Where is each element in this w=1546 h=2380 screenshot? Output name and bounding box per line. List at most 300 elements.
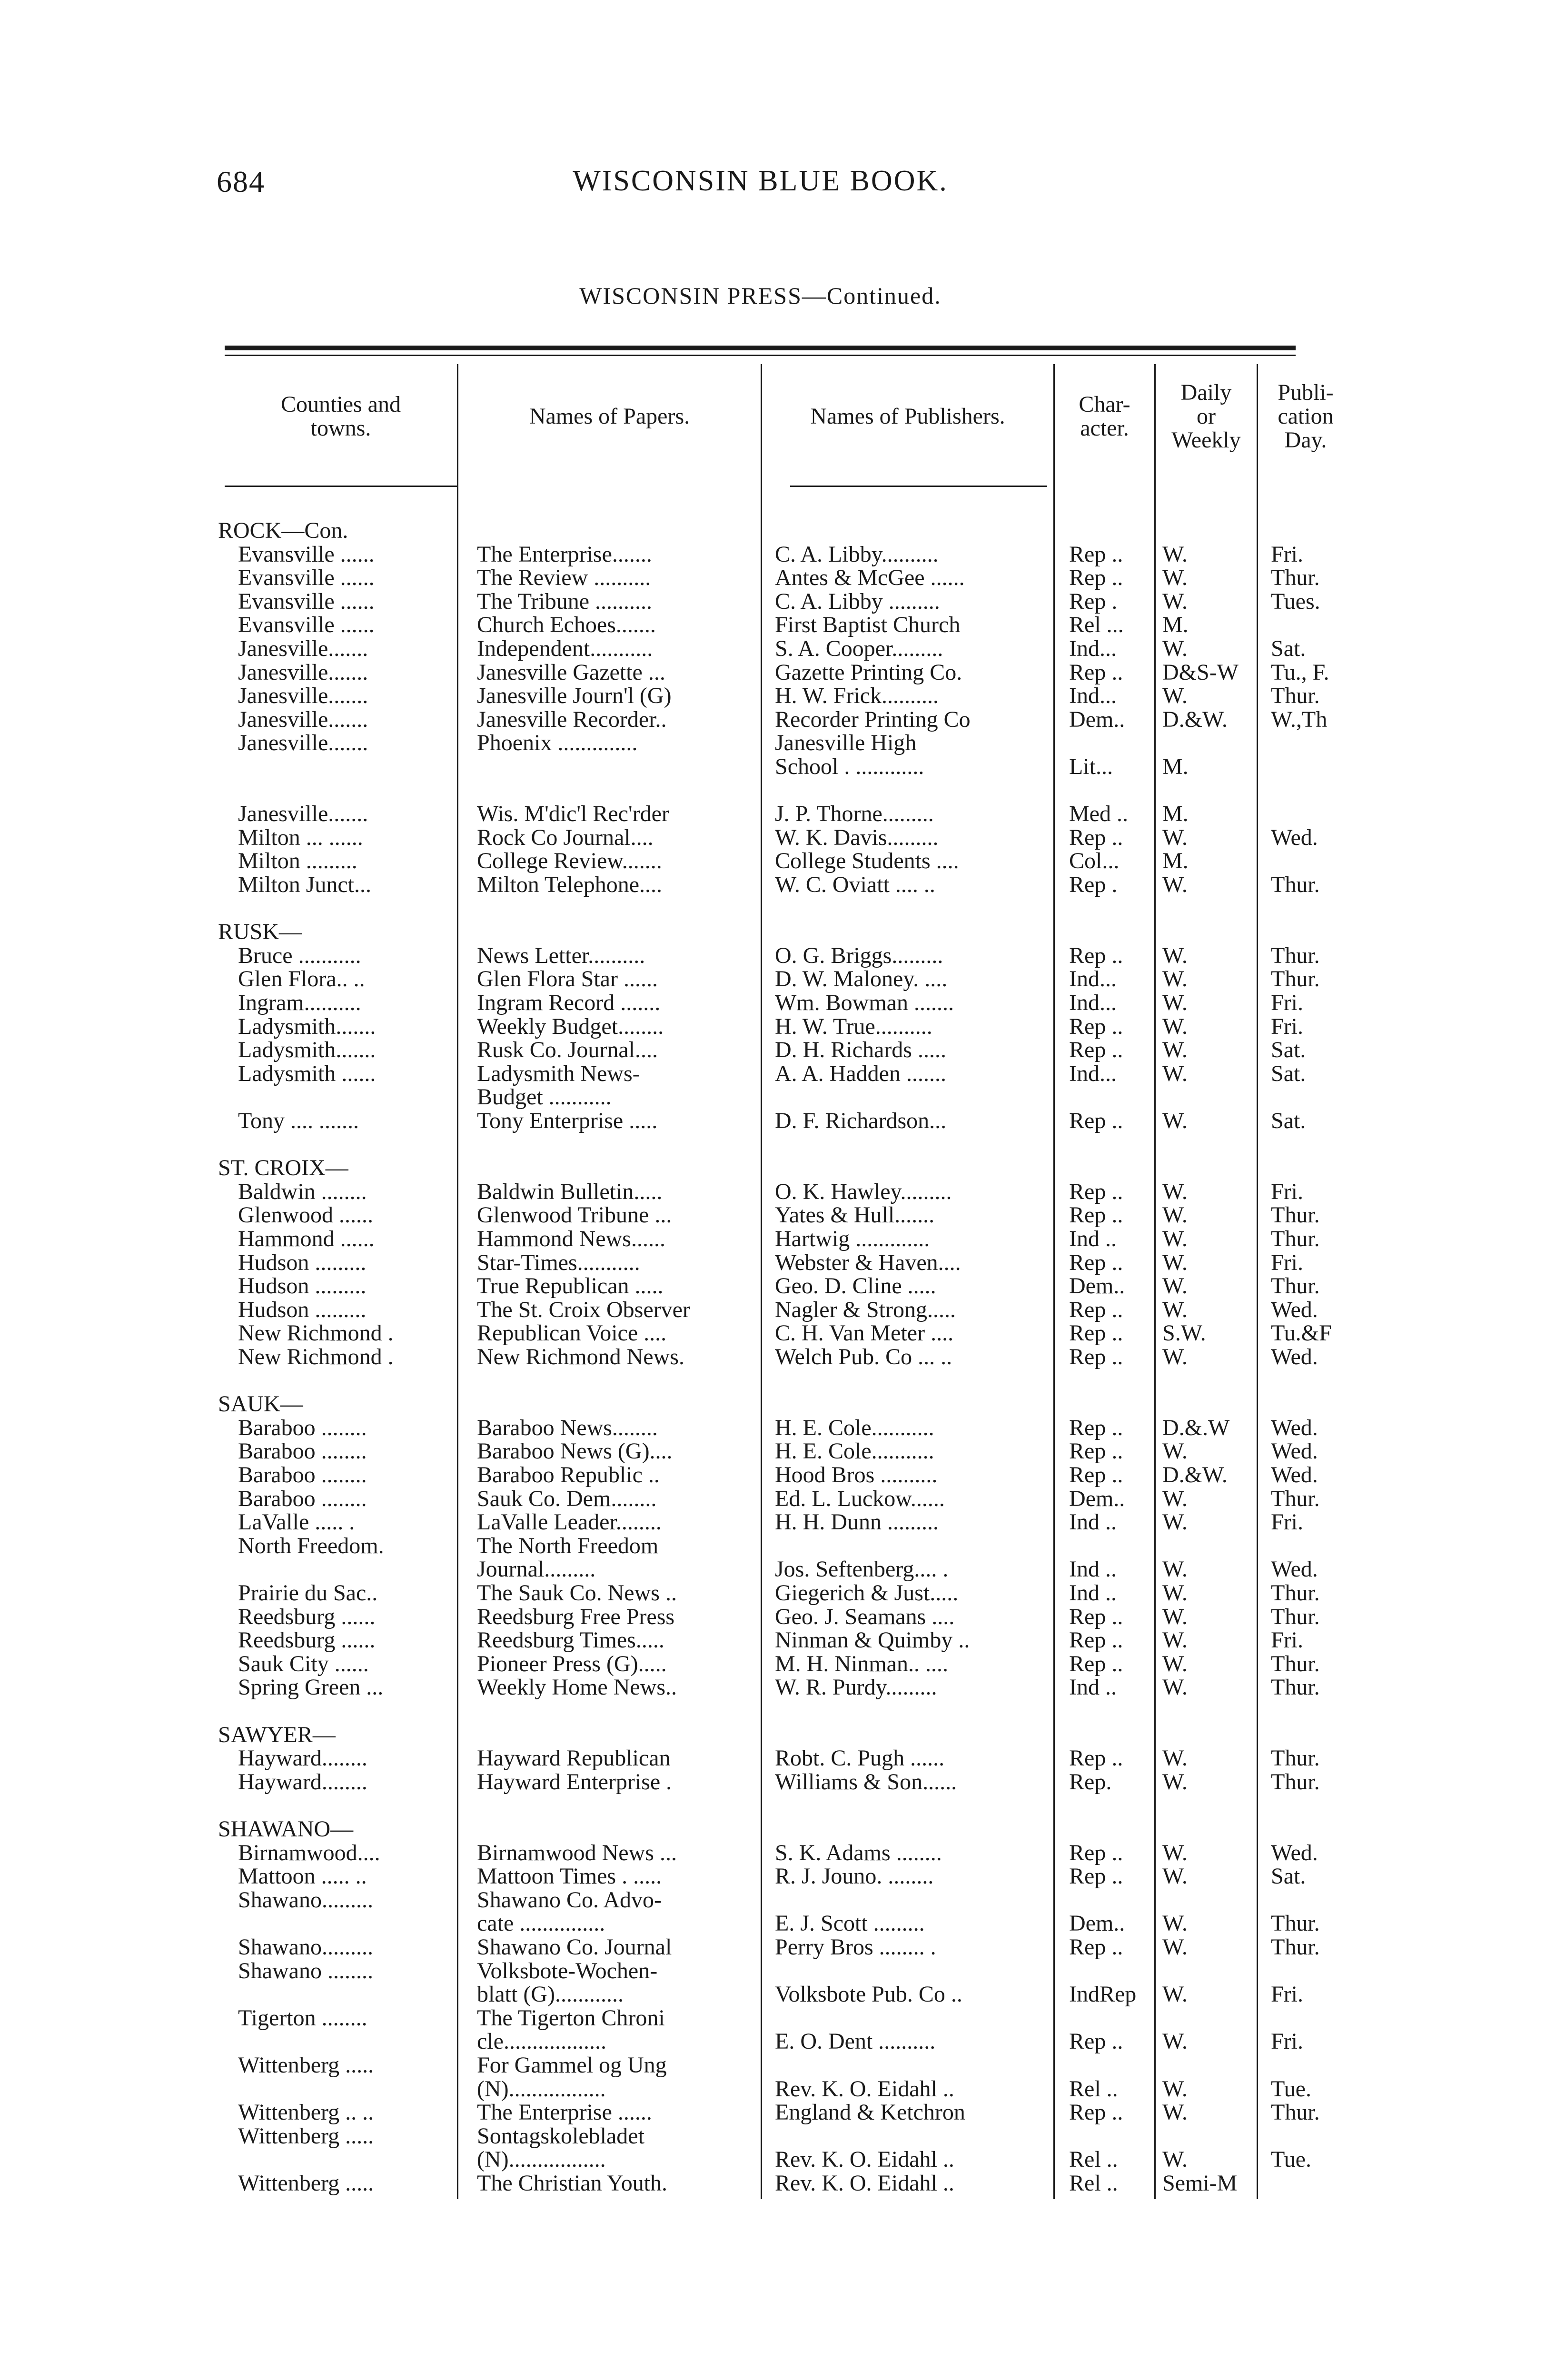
character-cell: Rep ..	[1069, 1250, 1123, 1275]
day-cell: Thur.	[1271, 683, 1320, 709]
town-cell: RUSK—	[218, 919, 302, 945]
publisher-cell: Rev. K. O. Eidahl ..	[775, 2171, 954, 2196]
frequency-cell: W.	[1162, 1226, 1188, 1251]
day-cell: Thur.	[1271, 1226, 1320, 1251]
publisher-cell: H. E. Cole...........	[775, 1438, 934, 1464]
table-row	[0, 1085, 1546, 1109]
publisher-cell: Geo. D. Cline .....	[775, 1273, 936, 1299]
table-row	[0, 1864, 1546, 1888]
paper-cell: The North Freedom	[477, 1533, 659, 1558]
table-row	[0, 684, 1546, 708]
frequency-cell: W.	[1162, 1745, 1188, 1771]
table-row	[0, 1581, 1546, 1605]
town-cell: Evansville ......	[238, 612, 375, 638]
table-row	[0, 1180, 1546, 1204]
town-cell: Tigerton ........	[238, 2005, 367, 2031]
paper-cell: Weekly Home News..	[477, 1675, 677, 1700]
character-cell: Ind ..	[1069, 1675, 1117, 1700]
frequency-cell: W.	[1162, 1273, 1188, 1299]
frequency-cell: W.	[1162, 636, 1188, 661]
paper-cell: Rusk Co. Journal....	[477, 1037, 658, 1063]
town-cell: Hayward........	[238, 1769, 367, 1795]
table-row	[0, 1416, 1546, 1440]
town-cell: Evansville ......	[238, 588, 375, 614]
day-cell: Fri.	[1271, 1627, 1304, 1653]
character-cell: Rel ..	[1069, 2076, 1118, 2102]
frequency-cell: S.W.	[1162, 1320, 1206, 1346]
character-cell: Rep ..	[1069, 1462, 1123, 1488]
day-cell: Thur.	[1271, 1745, 1320, 1771]
character-cell: Rep ..	[1069, 1745, 1123, 1771]
paper-cell: Weekly Budget........	[477, 1013, 664, 1039]
paper-cell: The Tigerton Chroni	[477, 2005, 665, 2031]
frequency-cell: W.	[1162, 1438, 1188, 1464]
publisher-cell: Perry Bros ........ .	[775, 1934, 936, 1960]
table-row	[0, 1770, 1546, 1794]
table-row	[0, 849, 1546, 873]
day-cell: Thur.	[1271, 2100, 1320, 2125]
town-cell: Milton Junct...	[238, 872, 372, 897]
character-cell: Rep ..	[1069, 565, 1123, 591]
paper-cell: The Enterprise.......	[477, 541, 652, 567]
character-cell: Ind...	[1069, 636, 1117, 661]
character-cell: Dem..	[1069, 1486, 1125, 1511]
publisher-cell: O. G. Briggs.........	[775, 942, 943, 968]
day-cell: Thur.	[1271, 1651, 1320, 1676]
book-title: WISCONSIN BLUE BOOK.	[573, 165, 948, 197]
publisher-cell: Williams & Son......	[775, 1769, 957, 1795]
day-cell: Tue.	[1271, 2076, 1311, 2102]
paper-cell: The Review ..........	[477, 565, 651, 591]
header-underline	[225, 486, 457, 487]
frequency-cell: M.	[1162, 848, 1189, 874]
paper-cell: Birnamwood News ...	[477, 1840, 677, 1865]
frequency-cell: W.	[1162, 1557, 1188, 1582]
paper-cell: Ladysmith News-	[477, 1061, 640, 1086]
character-cell: Rep ..	[1069, 541, 1123, 567]
table-row	[0, 1510, 1546, 1534]
character-cell: Rep.	[1069, 1769, 1112, 1795]
frequency-cell: W.	[1162, 1486, 1188, 1511]
town-cell: Mattoon ..... ..	[238, 1864, 367, 1889]
day-cell: Thur.	[1271, 1273, 1320, 1299]
paper-cell: Baraboo Republic ..	[477, 1462, 660, 1488]
town-cell: Tony .... .......	[238, 1108, 359, 1133]
frequency-cell: W.	[1162, 1037, 1188, 1063]
day-cell: Fri.	[1271, 1509, 1304, 1535]
day-cell: Fri.	[1271, 541, 1304, 567]
day-cell: Wed.	[1271, 1557, 1318, 1582]
character-cell: Rel ...	[1069, 612, 1124, 638]
table-row	[0, 2077, 1546, 2101]
character-cell: Rep ..	[1069, 659, 1123, 685]
running-head	[217, 164, 1304, 202]
character-cell: Lit...	[1069, 754, 1113, 779]
publisher-cell: C. A. Libby .........	[775, 588, 940, 614]
publisher-cell: H. H. Dunn .........	[775, 1509, 939, 1535]
column-header-frequency: Daily or Weekly	[1171, 380, 1241, 453]
publisher-cell: Nagler & Strong.....	[775, 1297, 956, 1322]
paper-cell: Reedsburg Times.....	[477, 1627, 664, 1653]
frequency-cell: W.	[1162, 1840, 1188, 1865]
frequency-cell: W.	[1162, 1061, 1188, 1086]
publisher-cell: Volksbote Pub. Co ..	[775, 1982, 962, 2007]
column-header-character: Char- acter.	[1079, 392, 1130, 441]
table-row	[0, 1959, 1546, 1983]
table-row	[0, 1463, 1546, 1487]
header-rule-thin	[225, 355, 1296, 356]
paper-cell: College Review.......	[477, 848, 662, 874]
paper-cell: New Richmond News.	[477, 1344, 684, 1369]
publisher-cell: Ed. L. Luckow......	[775, 1486, 945, 1511]
column-header-towns: Counties and towns.	[281, 392, 401, 441]
character-cell: Rep ..	[1069, 1438, 1123, 1464]
character-cell: Med ..	[1069, 801, 1128, 827]
frequency-cell: W.	[1162, 1108, 1188, 1133]
table-row	[0, 802, 1546, 826]
town-cell: Bruce ...........	[238, 942, 361, 968]
frequency-cell: W.	[1162, 1013, 1188, 1039]
table-row	[0, 1557, 1546, 1581]
publisher-cell: First Baptist Church	[775, 612, 961, 638]
frequency-cell: D&S-W	[1162, 659, 1239, 685]
town-cell: Glenwood ......	[238, 1202, 373, 1228]
town-cell: Hudson .........	[238, 1250, 367, 1275]
publisher-cell: C. A. Libby..........	[775, 541, 939, 567]
publisher-cell: Jos. Seftenberg.... .	[775, 1557, 949, 1582]
paper-cell: Pioneer Press (G).....	[477, 1651, 667, 1676]
character-cell: Ind ..	[1069, 1580, 1117, 1606]
paper-cell: Wis. M'dic'l Rec'rder	[477, 801, 669, 827]
publisher-cell: D. F. Richardson...	[775, 1108, 947, 1133]
table-row	[0, 1912, 1546, 1935]
publisher-cell: Wm. Bowman .......	[775, 990, 954, 1015]
table-row	[0, 1109, 1546, 1133]
table-row	[0, 1274, 1546, 1298]
town-cell: LaValle ..... .	[238, 1509, 355, 1535]
town-cell: Hammond ......	[238, 1226, 375, 1251]
paper-cell: Glen Flora Star ......	[477, 966, 658, 992]
table-row	[0, 1676, 1546, 1699]
day-cell: Thur.	[1271, 1675, 1320, 1700]
character-cell: Dem..	[1069, 706, 1125, 732]
day-cell: Wed.	[1271, 1462, 1318, 1488]
frequency-cell: W.	[1162, 990, 1188, 1015]
table-row	[0, 1345, 1546, 1369]
day-cell: Thur.	[1271, 1911, 1320, 1936]
town-cell: Shawano.........	[238, 1934, 373, 1960]
table-row	[0, 731, 1546, 755]
day-cell: Tu.&F	[1271, 1320, 1332, 1346]
day-cell: Fri.	[1271, 1013, 1304, 1039]
town-cell: New Richmond .	[238, 1320, 394, 1346]
character-cell: Ind...	[1069, 990, 1117, 1015]
character-cell: Rep ..	[1069, 1864, 1123, 1889]
county-heading	[0, 1723, 1546, 1747]
paper-cell: blatt (G)............	[477, 1982, 624, 2007]
frequency-cell: W.	[1162, 1627, 1188, 1653]
publisher-cell: W. C. Oviatt .... ..	[775, 872, 935, 897]
paper-cell: LaValle Leader........	[477, 1509, 662, 1535]
frequency-cell: W.	[1162, 1864, 1188, 1889]
paper-cell: The Enterprise ......	[477, 2100, 652, 2125]
town-cell: Sauk City ......	[238, 1651, 369, 1676]
town-cell: Baraboo ........	[238, 1486, 367, 1511]
day-cell: Fri.	[1271, 1250, 1304, 1275]
paper-cell: Janesville Recorder..	[477, 706, 667, 732]
town-cell: North Freedom.	[238, 1533, 384, 1558]
frequency-cell: W.	[1162, 1675, 1188, 1700]
town-cell: SAWYER—	[218, 1722, 336, 1747]
day-cell: Wed.	[1271, 1415, 1318, 1440]
publisher-cell: Antes & McGee ......	[775, 565, 965, 591]
day-cell: Tues.	[1271, 588, 1320, 614]
publisher-cell: C. H. Van Meter ....	[775, 1320, 954, 1346]
table-row	[0, 2124, 1546, 2148]
town-cell: Reedsburg ......	[238, 1627, 376, 1653]
day-cell: Wed.	[1271, 1438, 1318, 1464]
character-cell: Rep ..	[1069, 1320, 1123, 1346]
character-cell: Rep ..	[1069, 1037, 1123, 1063]
paper-cell: Baraboo News........	[477, 1415, 658, 1440]
town-cell: Ingram..........	[238, 990, 361, 1015]
table-row	[0, 1251, 1546, 1275]
column-header-publishers: Names of Publishers.	[810, 404, 1005, 429]
paper-cell: Baldwin Bulletin.....	[477, 1179, 663, 1204]
town-cell: Reedsburg ......	[238, 1604, 376, 1629]
character-cell: Dem..	[1069, 1911, 1125, 1936]
table-row	[0, 1628, 1546, 1652]
town-cell: SAUK—	[218, 1391, 303, 1417]
table-row	[0, 1227, 1546, 1251]
table-row	[0, 991, 1546, 1015]
county-heading	[0, 1392, 1546, 1416]
table-row	[0, 1321, 1546, 1345]
frequency-cell: M.	[1162, 801, 1189, 827]
table-row	[0, 2101, 1546, 2124]
town-cell: Spring Green ...	[238, 1675, 384, 1700]
table-row	[0, 590, 1546, 614]
publisher-cell: College Students ....	[775, 848, 959, 874]
frequency-cell: W.	[1162, 683, 1188, 709]
town-cell: Baraboo ........	[238, 1462, 367, 1488]
publisher-cell: H. E. Cole...........	[775, 1415, 934, 1440]
paper-cell: The Tribune ..........	[477, 588, 653, 614]
paper-cell: Mattoon Times . .....	[477, 1864, 662, 1889]
table-row	[0, 826, 1546, 850]
town-cell: Milton ... ......	[238, 824, 363, 850]
day-cell: Tu., F.	[1271, 659, 1329, 685]
character-cell: IndRep	[1069, 1982, 1137, 2007]
frequency-cell: W.	[1162, 2029, 1188, 2054]
town-cell: Wittenberg .. ..	[238, 2100, 374, 2125]
frequency-cell: W.	[1162, 1297, 1188, 1322]
town-cell: Janesville.......	[238, 801, 368, 827]
character-cell: Ind...	[1069, 1061, 1117, 1086]
table-row	[0, 944, 1546, 968]
character-cell: Rep ..	[1069, 2029, 1123, 2054]
publisher-cell: Recorder Printing Co	[775, 706, 971, 732]
day-cell: Fri.	[1271, 1179, 1304, 1204]
town-cell: Janesville.......	[238, 706, 368, 732]
frequency-cell: W.	[1162, 541, 1188, 567]
paper-cell: Milton Telephone....	[477, 872, 663, 897]
town-cell: Janesville.......	[238, 659, 368, 685]
publisher-cell: E. O. Dent ..........	[775, 2029, 936, 2054]
table-row	[0, 2030, 1546, 2053]
publisher-cell: J. P. Thorne.........	[775, 801, 934, 827]
publisher-cell: England & Ketchron	[775, 2100, 965, 2125]
frequency-cell: W.	[1162, 1202, 1188, 1228]
character-cell: Ind...	[1069, 966, 1117, 992]
frequency-cell: W.	[1162, 824, 1188, 850]
character-cell: Rep ..	[1069, 1934, 1123, 1960]
paper-cell: Budget ...........	[477, 1084, 612, 1110]
day-cell: Thur.	[1271, 1934, 1320, 1960]
day-cell: Tue.	[1271, 2147, 1311, 2172]
character-cell: Ind...	[1069, 683, 1117, 709]
town-cell: Baraboo ........	[238, 1415, 367, 1440]
frequency-cell: W.	[1162, 1250, 1188, 1275]
paper-cell: cle..................	[477, 2029, 606, 2054]
table-row	[0, 967, 1546, 991]
frequency-cell: W.	[1162, 1509, 1188, 1535]
paper-cell: Glenwood Tribune ...	[477, 1202, 672, 1228]
paper-cell: Hammond News......	[477, 1226, 665, 1251]
table-row	[0, 1652, 1546, 1676]
character-cell: Rep ..	[1069, 1344, 1123, 1369]
day-cell: Sat.	[1271, 1037, 1306, 1063]
row-spacer	[0, 1699, 1546, 1723]
table-row	[0, 2148, 1546, 2172]
day-cell: Fri.	[1271, 2029, 1304, 2054]
publisher-cell: Webster & Haven....	[775, 1250, 961, 1275]
table-row	[0, 873, 1546, 897]
character-cell: Rep ..	[1069, 1627, 1123, 1653]
publisher-cell: S. A. Cooper.........	[775, 636, 943, 661]
frequency-cell: W.	[1162, 1179, 1188, 1204]
paper-cell: Shawano Co. Journal	[477, 1934, 672, 1960]
county-heading	[0, 1156, 1546, 1180]
character-cell: Rep ..	[1069, 1840, 1123, 1865]
frequency-cell: W.	[1162, 1651, 1188, 1676]
publisher-cell: Hartwig .............	[775, 1226, 930, 1251]
paper-cell: Republican Voice ....	[477, 1320, 667, 1346]
town-cell: ROCK—Con.	[218, 518, 348, 543]
paper-cell: Reedsburg Free Press	[477, 1604, 675, 1629]
character-cell: Rep ..	[1069, 1415, 1123, 1440]
publisher-cell: Hood Bros ..........	[775, 1462, 938, 1488]
row-spacer	[0, 1133, 1546, 1157]
frequency-cell: W.	[1162, 872, 1188, 897]
town-cell: Evansville ......	[238, 565, 375, 591]
character-cell: Rep ..	[1069, 2100, 1123, 2125]
frequency-cell: W.	[1162, 2100, 1188, 2125]
publisher-cell: W. R. Purdy.........	[775, 1675, 937, 1700]
day-cell: Wed.	[1271, 1297, 1318, 1322]
paper-cell: Star-Times...........	[477, 1250, 640, 1275]
character-cell: Rep ..	[1069, 1013, 1123, 1039]
day-cell: Sat.	[1271, 636, 1306, 661]
town-cell: Baldwin ........	[238, 1179, 367, 1204]
day-cell: Thur.	[1271, 1769, 1320, 1795]
table-row	[0, 1038, 1546, 1062]
paper-cell: True Republican .....	[477, 1273, 664, 1299]
table-row	[0, 543, 1546, 566]
publisher-cell: D. H. Richards .....	[775, 1037, 946, 1063]
paper-cell: Independent...........	[477, 636, 653, 661]
paper-cell: For Gammel og Ung	[477, 2053, 667, 2078]
table-row	[0, 2172, 1546, 2195]
page-number: 684	[217, 165, 265, 198]
character-cell: Rep ..	[1069, 1179, 1123, 1204]
town-cell: Hayward........	[238, 1745, 367, 1771]
frequency-cell: W.	[1162, 1580, 1188, 1606]
day-cell: W.,Th	[1271, 706, 1328, 732]
town-cell: Baraboo ........	[238, 1438, 367, 1464]
table-row	[0, 2053, 1546, 2077]
publisher-cell: S. K. Adams ........	[775, 1840, 942, 1865]
town-cell: Janesville.......	[238, 636, 368, 661]
paper-cell: Hayward Enterprise .	[477, 1769, 672, 1795]
table-row	[0, 1841, 1546, 1865]
town-cell: ST. CROIX—	[218, 1155, 348, 1181]
character-cell: Rel ..	[1069, 2147, 1118, 2172]
town-cell: New Richmond .	[238, 1344, 394, 1369]
table-row	[0, 1983, 1546, 2006]
paper-cell: (N).................	[477, 2076, 606, 2102]
day-cell: Thur.	[1271, 1604, 1320, 1629]
town-cell: Janesville.......	[238, 730, 368, 756]
paper-cell: Janesville Journ'l (G)	[477, 683, 672, 709]
town-cell: Ladysmith ......	[238, 1061, 376, 1086]
table-row	[0, 708, 1546, 732]
paper-cell: Church Echoes.......	[477, 612, 656, 638]
row-spacer	[0, 779, 1546, 803]
day-cell: Sat.	[1271, 1061, 1306, 1086]
character-cell: Rep ..	[1069, 1108, 1123, 1133]
day-cell: Wed.	[1271, 1344, 1318, 1369]
publisher-cell: M. H. Ninman.. ....	[775, 1651, 948, 1676]
paper-cell: The Christian Youth.	[477, 2171, 668, 2196]
paper-cell: Volksbote-Wochen-	[477, 1958, 658, 1983]
town-cell: Hudson .........	[238, 1297, 367, 1322]
town-cell: Birnamwood....	[238, 1840, 380, 1865]
publisher-cell: Gazette Printing Co.	[775, 659, 962, 685]
day-cell: Thur.	[1271, 942, 1320, 968]
paper-cell: Rock Co Journal....	[477, 824, 654, 850]
paper-cell: Hayward Republican	[477, 1745, 671, 1771]
town-cell: Evansville ......	[238, 541, 375, 567]
publisher-cell: Janesville High	[775, 730, 917, 756]
header-rule-thick	[225, 346, 1296, 350]
paper-cell: (N).................	[477, 2147, 606, 2172]
table-row	[0, 566, 1546, 590]
table-row	[0, 1203, 1546, 1227]
paper-cell: Phoenix ..............	[477, 730, 638, 756]
paper-cell: Baraboo News (G)....	[477, 1438, 673, 1464]
table-row	[0, 1534, 1546, 1558]
column-header-papers: Names of Papers.	[529, 404, 690, 429]
day-cell: Thur.	[1271, 1580, 1320, 1606]
paper-cell: Tony Enterprise .....	[477, 1108, 658, 1133]
town-cell: Prairie du Sac..	[238, 1580, 378, 1606]
day-cell: Thur.	[1271, 966, 1320, 992]
table-row	[0, 2006, 1546, 2030]
section-subtitle: WISCONSIN PRESS—Continued.	[579, 282, 941, 309]
character-cell: Rep .	[1069, 588, 1118, 614]
frequency-cell: M.	[1162, 612, 1189, 638]
